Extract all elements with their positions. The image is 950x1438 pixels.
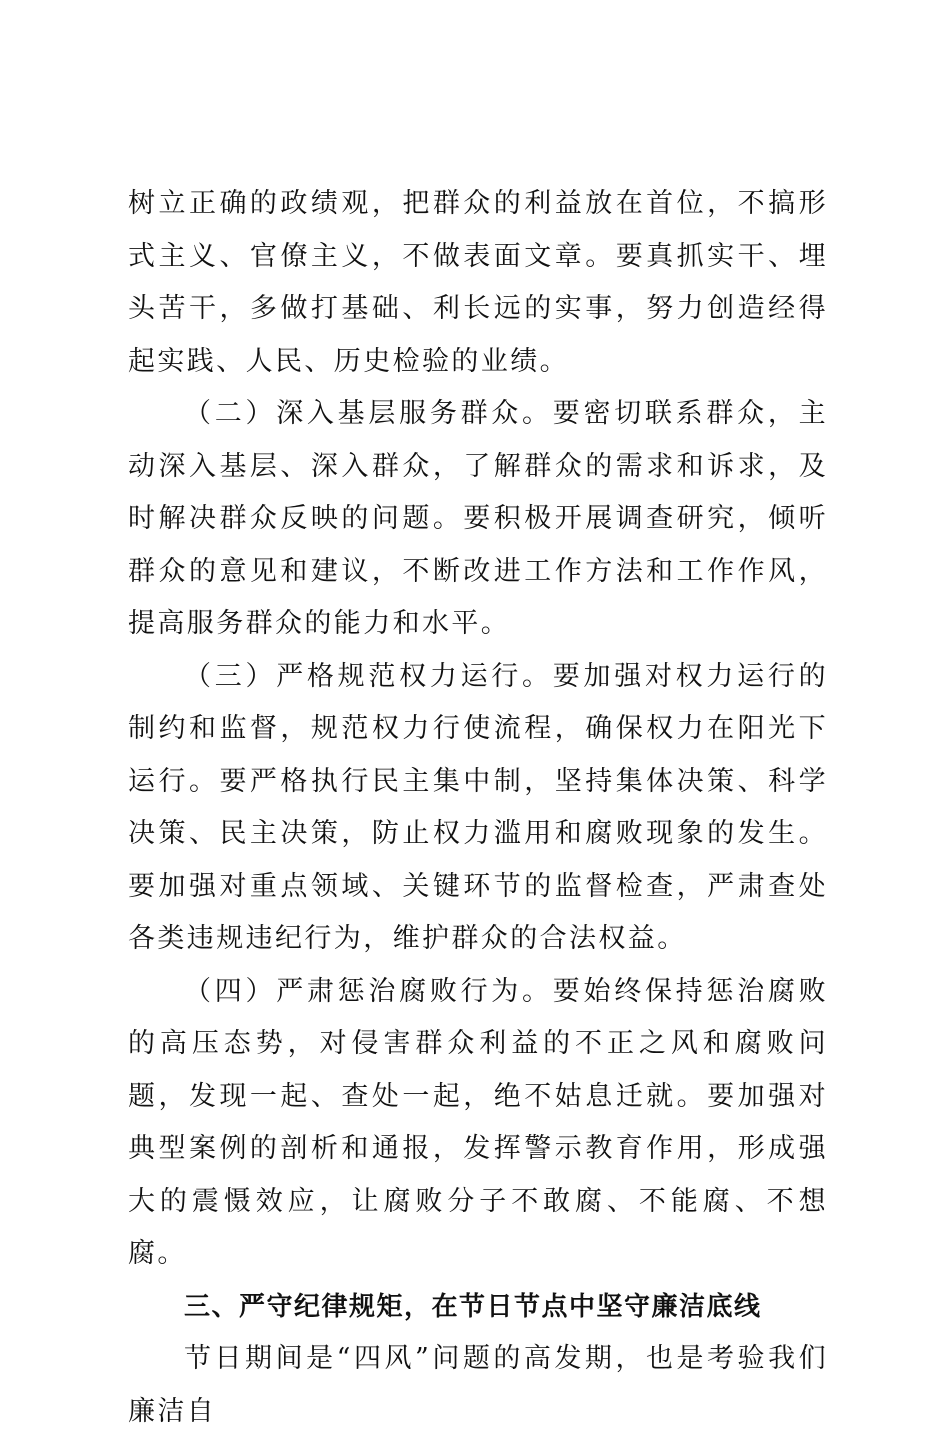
paragraph-section-2: （二）深入基层服务群众。要密切联系群众，主动深入基层、深入群众，了解群众的需求和诉求，及时解决群众反映的问题。要积极开展调查研究，倾听群众的意见和建议，不断改进工作方法和工作作风，提高服务群众的能力和水平。	[128, 398, 828, 639]
paragraph-section-4: （四）严肃惩治腐败行为。要始终保持惩治腐败的高压态势，对侵害群众利益的不正之风和腐败问题，发现一起、查处一起，绝不姑息迁就。要加强对典型案例的剖析和通报，发挥警示教育作用，形成强大的震慑效应，让腐败分子不敢腐、不能腐、不想腐。	[128, 975, 828, 1269]
document-body	[128, 178, 828, 1438]
section-heading-3: 三、严守纪律规矩，在节日节点中坚守廉洁底线	[184, 1291, 762, 1322]
paragraph-section-3: （三）严格规范权力运行。要加强对权力运行的制约和监督，规范权力行使流程，确保权力在阳光下运行。要严格执行民主集中制，坚持集体决策、科学决策、民主决策，防止权力滥用和腐败现象的发生。要加强对重点领域、关键环节的监督检查，严肃查处各类违规违纪行为，维护群众的合法权益。	[128, 660, 828, 954]
paragraph-intro: 节日期间是“四风”问题的高发期，也是考验我们廉洁自	[128, 1343, 828, 1427]
paragraph-continuation: 树立正确的政绩观，把群众的利益放在首位，不搞形式主义、官僚主义，不做表面文章。要真抓实干、埋头苦干，多做打基础、利长远的实事，努力创造经得起实践、人民、历史检验的业绩。	[128, 188, 828, 377]
